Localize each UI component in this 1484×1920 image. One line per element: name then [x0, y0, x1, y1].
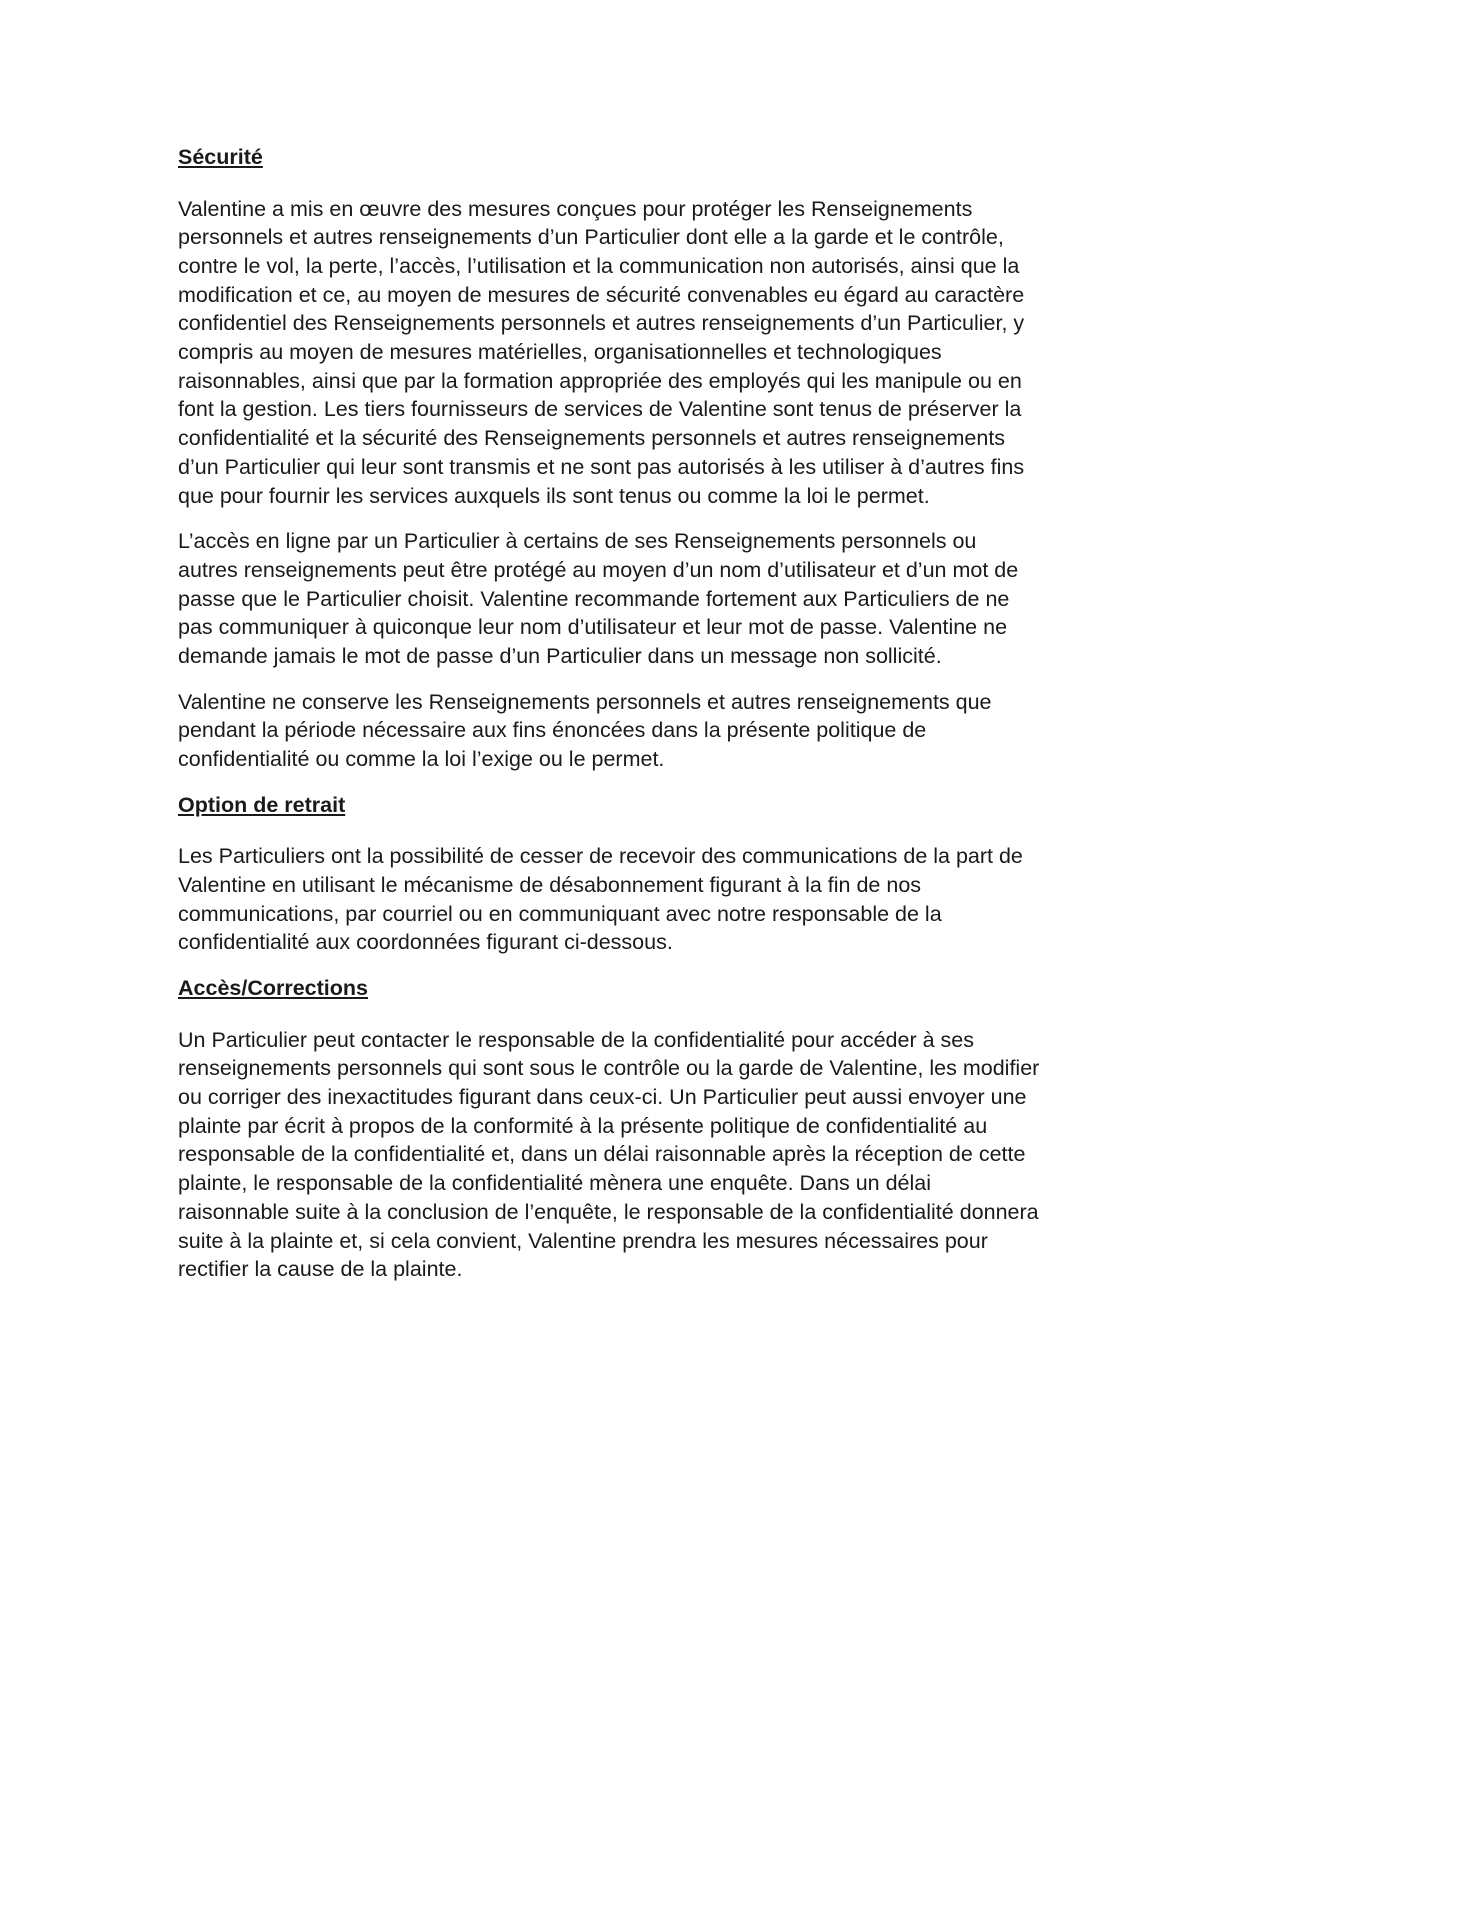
section-heading-option-de-retrait: Option de retrait [178, 792, 346, 817]
paragraph: L’accès en ligne par un Particulier à certains de ses Renseignements personnels ou autres renseignements peut être protégé au moyen d’un nom d’utilisateur et d’un mot de passe que le Particulier choisit. Valentine recommande fortement aux Particuliers de ne pas communiquer à quiconque leur nom d’utilisateur et leur mot de passe. Valentine ne demande jamais le mot de passe d’un Particulier dans un message non sollicité. [178, 529, 1019, 669]
section-acces-corrections [178, 974, 1040, 1284]
section-option-de-retrait [178, 791, 1040, 957]
section-securite [178, 143, 1040, 774]
paragraph: Un Particulier peut contacter le responsable de la confidentialité pour accéder à ses renseignements personnels qui sont sous le contrôle ou la garde de Valentine, les modifier ou corriger des inexactitudes figurant dans ceux-ci. Un Particulier peut aussi envoyer une plainte par écrit à propos de la conformité à la présente politique de confidentialité au responsable de la confidentialité et, dans un délai raisonnable après la réception de cette plainte, le responsable de la confidentialité mènera une enquête. Dans un délai raisonnable suite à la conclusion de l’enquête, le responsable de la confidentialité donnera suite à la plainte et, si cela convient, Valentine prendra les mesures nécessaires pour rectifier la cause de la plainte. [178, 1027, 1040, 1282]
section-heading-acces-corrections: Accès/Corrections [178, 976, 368, 1001]
paragraph: Valentine ne conserve les Renseignements personnels et autres renseignements que pendant la période nécessaire aux fins énoncées dans la présente politique de confidentialité ou comme la loi l’exige ou le permet. [178, 689, 992, 772]
paragraph: Les Particuliers ont la possibilité de cesser de recevoir des communications de la part de Valentine en utilisant le mécanisme de désabonnement figurant à la fin de nos communications, par courriel ou en communiquant avec notre responsable de la confidentialité aux coordonnées figurant ci-dessous. [178, 844, 1023, 955]
paragraph: Valentine a mis en œuvre des mesures conçues pour protéger les Renseignements personnels et autres renseignements d’un Particulier dont elle a la garde et le contrôle, contre le vol, la perte, l’accès, l’utilisation et la communication non autorisés, ainsi que la modification et ce, au moyen de mesures de sécurité convenables eu égard au caractère confidentiel des Renseignements personnels et autres renseignements d’un Particulier, y compris au moyen de mesures matérielles, organisationnelles et technologiques raisonnables, ainsi que par la formation appropriée des employés qui les manipule ou en font la gestion. Les tiers fournisseurs de services de Valentine sont tenus de préserver la confidentialité et la sécurité des Renseignements personnels et autres renseignements d’un Particulier qui leur sont transmis et ne sont pas autorisés à les utiliser à d’autres fins que pour fournir les services auxquels ils sont tenus ou comme la loi le permet. [178, 196, 1025, 508]
section-heading-securite: Sécurité [178, 145, 263, 169]
document-content [178, 143, 1040, 1284]
